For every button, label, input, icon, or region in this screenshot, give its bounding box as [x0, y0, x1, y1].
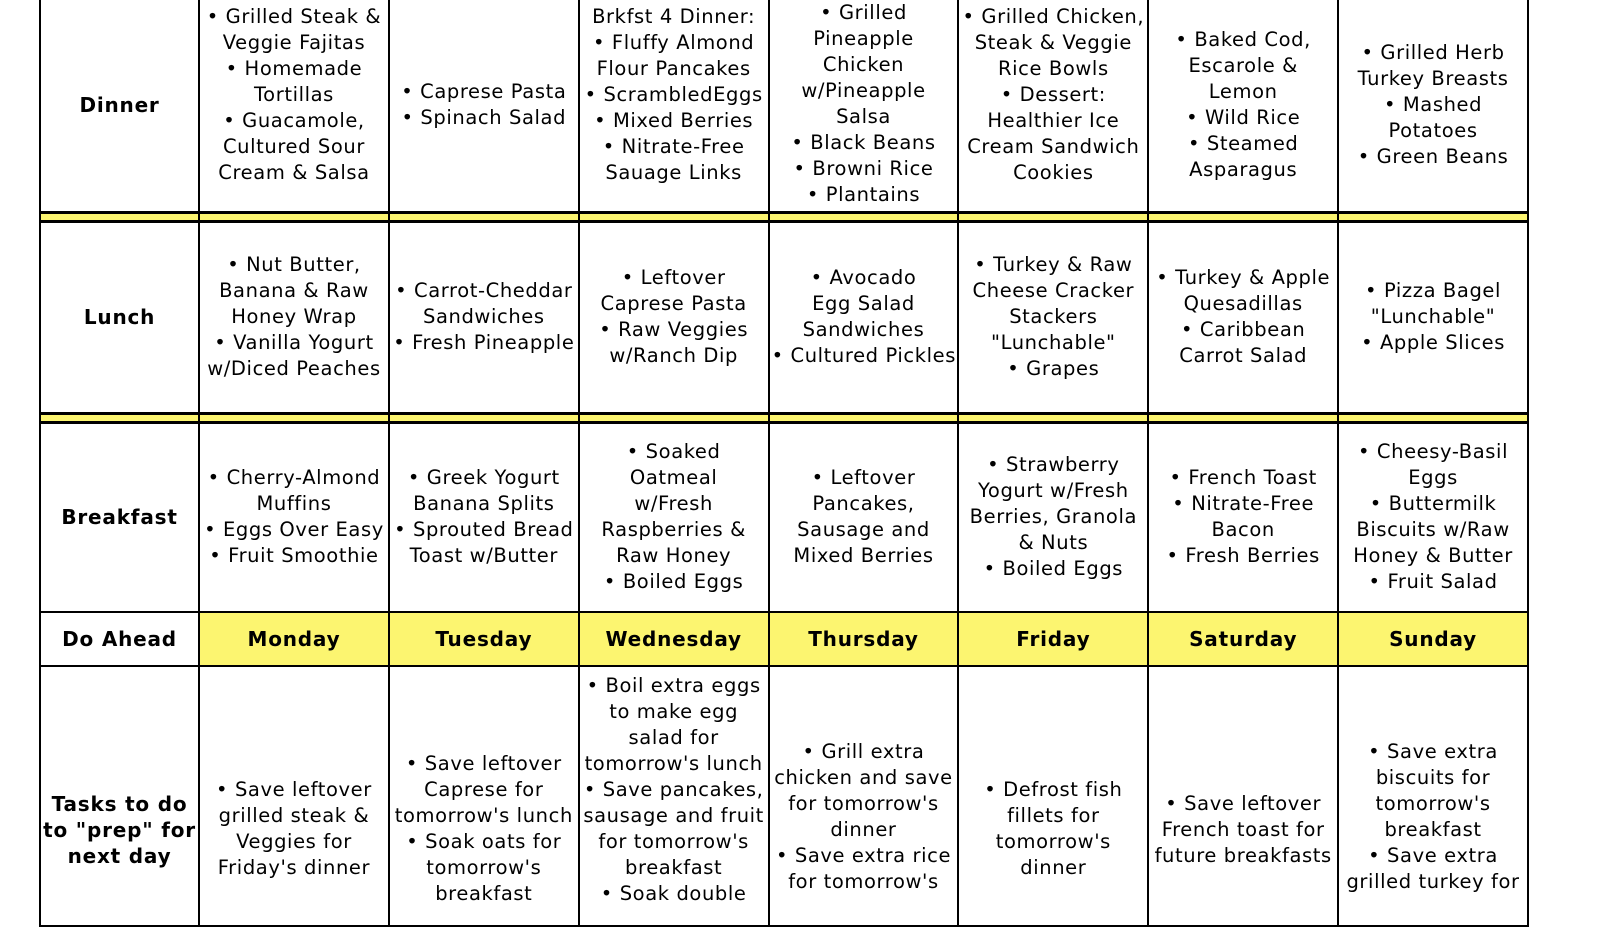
cell-line: breakfast: [1384, 818, 1482, 841]
cell-line: • Caribbean: [1181, 318, 1306, 341]
lunch-row-label: Lunch: [40, 221, 199, 413]
cell-line: • Turkey & Apple: [1156, 266, 1331, 289]
cell-line: • Fruit Smoothie: [209, 544, 379, 568]
cell-line: biscuits for: [1375, 766, 1491, 789]
cell-line: • Fruit Salad: [1368, 570, 1498, 594]
cell-line: tomorrow's lunch: [584, 752, 763, 775]
cell-line: • Turkey & Raw: [974, 253, 1133, 276]
cell-line: Escarole &: [1188, 54, 1298, 78]
cell-line: • Leftover: [621, 266, 726, 289]
cell-line: • Grilled Chicken,: [962, 5, 1145, 28]
breakfast-cell-monday: [199, 422, 389, 612]
task-cell-monday: [199, 666, 389, 926]
cell-line: to make egg: [609, 700, 739, 723]
cell-line: Sausage and: [797, 518, 930, 542]
task-cell-wednesday: [579, 666, 769, 926]
cell-line: tomorrow's lunch: [394, 804, 573, 827]
cell-line: • Black Beans: [791, 131, 936, 154]
cell-line: dinner: [1020, 856, 1087, 879]
task-cell-sunday: [1338, 666, 1528, 926]
breakfast-cell-friday: [958, 422, 1148, 612]
cell-line: • Defrost fish: [984, 778, 1123, 801]
lunch-cell-friday: [958, 221, 1148, 413]
cell-line: Turkey Breasts: [1357, 67, 1509, 91]
cell-line: Asparagus: [1189, 158, 1298, 182]
cell-line: grilled turkey for: [1346, 870, 1520, 893]
day-header-saturday: Saturday: [1148, 612, 1338, 666]
cell-line: grilled steak &: [218, 804, 370, 827]
row-separator: [40, 212, 1528, 221]
day-header-wednesday: Wednesday: [579, 612, 769, 666]
lunch-row: [40, 221, 1528, 413]
cell-line: Banana & Raw: [219, 279, 369, 302]
dinner-row-label: Dinner: [40, 0, 199, 212]
cell-line: • Soaked: [626, 440, 721, 464]
cell-line: Yogurt w/Fresh: [978, 479, 1129, 503]
cell-line: • Save leftover: [405, 752, 562, 775]
cell-line: • Sprouted Bread: [394, 518, 574, 542]
cell-line: • Avocado: [810, 266, 917, 289]
breakfast-row-label: Breakfast: [40, 422, 199, 612]
cell-line: • Grilled Herb: [1361, 41, 1505, 65]
cell-line: Honey Wrap: [231, 305, 357, 328]
cell-line: Flour Pancakes: [596, 57, 751, 80]
lunch-cell-sunday: [1338, 221, 1528, 413]
cell-line: Tortillas: [253, 83, 334, 106]
cell-line: Egg Salad: [812, 292, 915, 315]
cell-line: • Strawberry: [987, 453, 1120, 477]
cell-line: Carrot Salad: [1179, 344, 1308, 367]
dinner-cell-thursday: [769, 0, 959, 212]
cell-line: Friday's dinner: [217, 856, 371, 879]
cell-line: • Spinach Salad: [401, 106, 567, 130]
day-header-thursday: Thursday: [769, 612, 959, 666]
dinner-cell-friday: [958, 0, 1148, 212]
cell-line: • Steamed: [1187, 132, 1299, 156]
cell-line: • Plantains: [806, 183, 921, 206]
cell-line: breakfast: [625, 856, 723, 879]
cell-line: Rice Bowls: [997, 57, 1109, 80]
cell-line: • Cultured Pickles: [771, 344, 956, 367]
cell-line: breakfast: [435, 882, 533, 905]
cell-line: Cultured Sour: [222, 135, 365, 158]
cell-line: Potatoes: [1388, 119, 1478, 143]
cell-line: & Nuts: [1018, 531, 1089, 555]
breakfast-cell-saturday: [1148, 422, 1338, 612]
cell-line: Caprese Pasta: [600, 292, 747, 315]
lunch-cell-tuesday: [389, 221, 579, 413]
cell-line: Berries, Granola: [969, 505, 1138, 529]
cell-line: Veggie Fajitas: [222, 31, 366, 54]
cell-line: • Boiled Eggs: [983, 557, 1124, 581]
breakfast-cell-tuesday: [389, 422, 579, 612]
cell-line: Sandwiches: [802, 318, 925, 341]
cell-line: • Boil extra eggs: [586, 674, 761, 697]
meal-plan-table: [39, 0, 1529, 927]
cell-line: Sauage Links: [605, 161, 742, 184]
task-cell-tuesday: [389, 666, 579, 926]
cell-line: • Pizza Bagel: [1365, 279, 1502, 302]
cell-line: for tomorrow's: [788, 870, 939, 893]
cell-line: Quesadillas: [1183, 292, 1303, 315]
dinner-cell-tuesday: [389, 0, 579, 212]
cell-line: • Baked Cod,: [1175, 28, 1311, 52]
cell-line: Banana Splits: [413, 492, 555, 516]
cell-line: Bacon: [1211, 518, 1275, 542]
cell-line: • Nut Butter,: [227, 253, 361, 276]
breakfast-cell-sunday: [1338, 422, 1528, 612]
lunch-cell-monday: [199, 221, 389, 413]
cell-line: tomorrow's: [995, 830, 1111, 853]
cell-line: w/Fresh: [634, 492, 713, 516]
cell-line: • Buttermilk: [1369, 492, 1497, 516]
cell-line: • Grill extra: [802, 740, 925, 763]
cell-line: tomorrow's: [1375, 792, 1491, 815]
cell-line: • Caprese Pasta: [401, 80, 567, 104]
cell-line: Cream & Salsa: [218, 161, 370, 184]
cell-line: • Soak oats for: [406, 830, 562, 853]
cell-line: chicken and save: [774, 766, 953, 789]
cell-line: next day: [67, 844, 172, 868]
cell-line: • Raw Veggies: [599, 318, 749, 341]
breakfast-cell-wednesday: [579, 422, 769, 612]
task-cell-saturday: [1148, 666, 1338, 926]
cell-line: • Wild Rice: [1186, 106, 1301, 130]
cell-line: Raspberries &: [601, 518, 746, 542]
task-cell-friday: [958, 666, 1148, 926]
cell-line: to "prep" for: [43, 818, 196, 842]
cell-line: • Cheesy-Basil: [1358, 440, 1509, 464]
cell-line: Steak & Veggie: [974, 31, 1132, 54]
cell-line: Mixed Berries: [793, 544, 934, 568]
row-separator: [40, 413, 1528, 422]
lunch-cell-wednesday: [579, 221, 769, 413]
cell-line: • Browni Rice: [793, 157, 934, 180]
cell-line: w/Ranch Dip: [609, 344, 738, 367]
cell-line: • Carrot-Cheddar: [395, 279, 573, 302]
cell-line: • Vanilla Yogurt: [214, 331, 374, 354]
cell-line: Veggies for: [236, 830, 352, 853]
cell-line: Healthier Ice: [987, 109, 1120, 132]
cell-line: • Save extra: [1368, 844, 1498, 867]
cell-line: Pineapple: [813, 27, 914, 50]
cell-line: • Save leftover: [1165, 792, 1322, 815]
cell-line: Cheese Cracker: [972, 279, 1135, 302]
do-ahead-header: Do Ahead: [40, 612, 199, 666]
dinner-cell-monday: [199, 0, 389, 212]
day-header-monday: Monday: [199, 612, 389, 666]
cell-line: Chicken: [822, 53, 905, 76]
cell-line: • French Toast: [1169, 466, 1317, 490]
cell-line: • Green Beans: [1357, 145, 1509, 169]
cell-line: • Grapes: [1007, 357, 1100, 380]
cell-line: • Grilled: [820, 1, 907, 24]
cell-line: Toast w/Butter: [409, 544, 559, 568]
cell-line: salad for: [628, 726, 719, 749]
cell-line: • Save leftover: [216, 778, 372, 801]
cell-line: fillets for: [1007, 804, 1100, 827]
tasks-row: [40, 666, 1528, 926]
cell-line: • Nitrate-Free: [1172, 492, 1315, 516]
cell-line: Muffins: [256, 492, 332, 516]
cell-line: dinner: [830, 818, 897, 841]
cell-line: • Apple Slices: [1361, 331, 1505, 354]
cell-line: for tomorrow's: [598, 830, 749, 853]
dinner-cell-sunday: [1338, 0, 1528, 212]
cell-line: • Save extra: [1368, 740, 1498, 763]
tasks-row-label: [40, 666, 199, 926]
cell-line: • Save pancakes,: [583, 778, 764, 801]
cell-line: • Eggs Over Easy: [204, 518, 384, 542]
lunch-cell-saturday: [1148, 221, 1338, 413]
breakfast-cell-thursday: [769, 422, 959, 612]
day-header-tuesday: Tuesday: [389, 612, 579, 666]
cell-line: • Save extra rice: [775, 844, 952, 867]
cell-line: • Fresh Pineapple: [393, 331, 575, 354]
cell-line: • Nitrate-Free: [602, 135, 745, 158]
cell-line: for tomorrow's: [788, 792, 939, 815]
cell-line: Eggs: [1408, 466, 1458, 490]
cell-line: • ScrambledEggs: [584, 83, 763, 106]
cell-line: • Boiled Eggs: [603, 570, 744, 594]
cell-line: • Leftover: [811, 466, 916, 490]
cell-line: "Lunchable": [1370, 305, 1496, 328]
cell-line: • Guacamole,: [223, 109, 365, 132]
cell-line: • Fluffy Almond: [593, 31, 755, 54]
cell-line: • Mixed Berries: [594, 109, 754, 132]
cell-line: w/Pineapple: [801, 79, 926, 102]
cell-line: future breakfasts: [1154, 844, 1332, 867]
dinner-cell-saturday: [1148, 0, 1338, 212]
cell-line: Caprese for: [424, 778, 544, 801]
cell-line: Lemon: [1208, 80, 1278, 104]
cell-line: • Greek Yogurt: [407, 466, 560, 490]
cell-line: • Cherry-Almond: [207, 466, 381, 490]
cell-line: Tasks to do: [51, 792, 188, 816]
cell-line: Sandwiches: [422, 305, 545, 328]
day-header-friday: Friday: [958, 612, 1148, 666]
cell-line: Cream Sandwich: [967, 135, 1140, 158]
cell-line: French toast for: [1161, 818, 1325, 841]
cell-line: Salsa: [836, 105, 891, 128]
cell-line: • Homemade: [225, 57, 363, 80]
cell-line: • Grilled Steak &: [206, 5, 382, 28]
cell-line: Biscuits w/Raw: [1356, 518, 1510, 542]
cell-line: tomorrow's: [426, 856, 542, 879]
cell-line: • Fresh Berries: [1166, 544, 1320, 568]
cell-line: • Mashed: [1383, 93, 1483, 117]
cell-line: • Dessert:: [1000, 83, 1106, 106]
cell-line: Raw Honey: [616, 544, 732, 568]
breakfast-row: [40, 422, 1528, 612]
task-cell-thursday: [769, 666, 959, 926]
lunch-cell-thursday: [769, 221, 959, 413]
dinner-row: [40, 0, 1528, 212]
day-header-row: [40, 612, 1528, 666]
cell-line: • Soak double: [600, 882, 747, 905]
day-header-sunday: Sunday: [1338, 612, 1528, 666]
cell-line: Honey & Butter: [1353, 544, 1513, 568]
cell-line: w/Diced Peaches: [207, 357, 381, 380]
cell-line: Stackers: [1009, 305, 1098, 328]
cell-line: "Lunchable": [991, 331, 1116, 354]
cell-line: Brkfst 4 Dinner:: [592, 5, 756, 28]
cell-line: Pancakes,: [812, 492, 915, 516]
cell-line: Oatmeal: [629, 466, 718, 490]
cell-line: Cookies: [1013, 161, 1094, 184]
cell-line: sausage and fruit: [583, 804, 764, 827]
dinner-cell-wednesday: [579, 0, 769, 212]
